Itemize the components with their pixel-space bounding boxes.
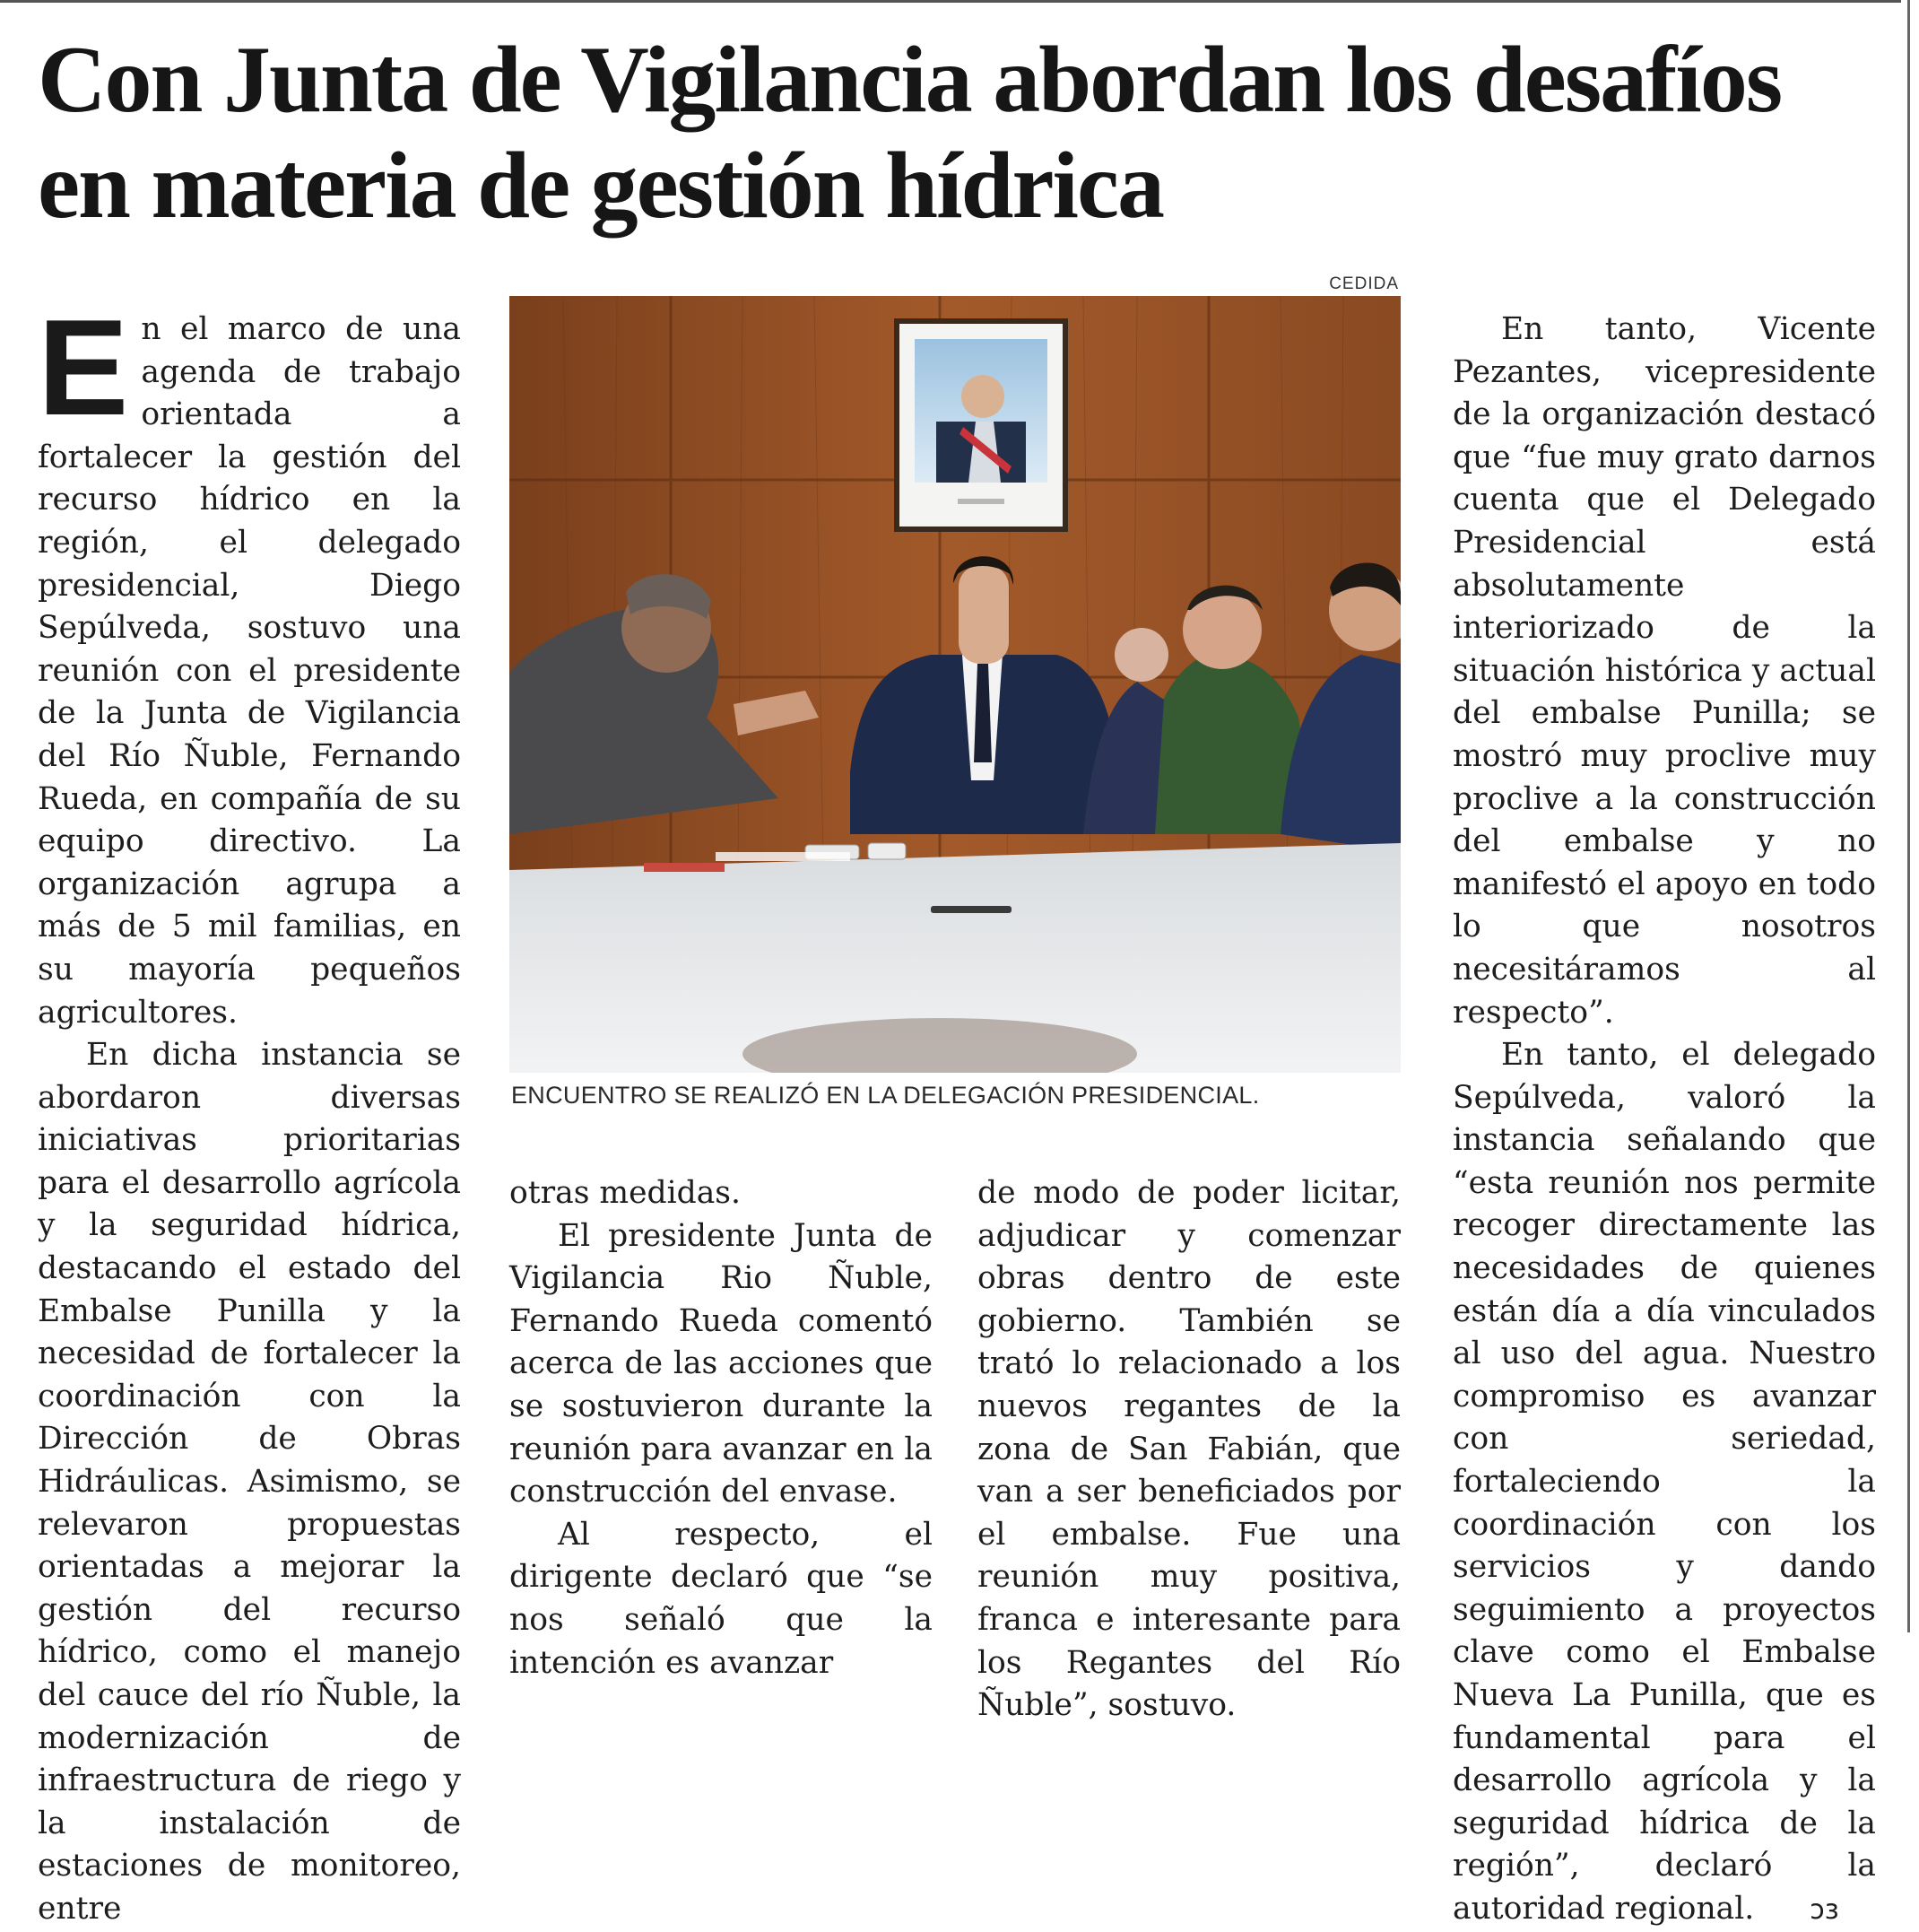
paragraph: de modo de poder licitar, adjudicar y comenzar obras dentro de este gobierno. También se trató lo relacionado a los nuevos regantes de la zona de San Fabián, que van a ser beneficiados por el embalse. Fue una reunión muy positiva, franca e interesante para los Regantes del Río Ñuble”, sostuvo. [977,1175,1401,1724]
article-column-1 [38,292,461,1931]
paragraph: El presidente Junta de Vigilancia Rio Ñuble, Fernando Rueda comentó acerca de las acciones que se sostuvieron durante la reunión para avanzar en la construcción del envase. [509,1217,933,1510]
right-column-rule [1907,0,1910,1632]
article-column-4 [1453,309,1876,1932]
top-rule [0,0,1901,3]
paragraph: En tanto, Vicente Pezantes, vicepresidente de la organización destacó que “fue muy grato darnos cuenta que el Delegado Presidencial está absolutamente interiorizado de la situación histórica y actual del embalse Punilla; se mostró muy proclive muy proclive a la construcción del embalse y no manifestó el apoyo en todo lo que nosotros necesitáramos al respecto”. [1453,311,1876,1031]
article-column-2 [509,1172,933,1684]
lead-paragraph: En el marco de una agenda de trabajo orientada a fortalecer la gestión del recurso hídrico en la región, el delegado presidencial, Diego Sepúlveda, sostuvo una reunión con el presidente de la Junta de Vigilancia del Río Ñuble, Fernando Rueda, en compañía de su equipo directivo. La organización agrupa a más de 5 mil familias, en su mayoría pequeños agricultores. [38,292,461,1031]
paragraph: otras medidas. [509,1175,741,1211]
photo-credit: CEDIDA [1329,274,1399,293]
headline: Con Junta de Vigilancia abordan los desafíos en materia de gestión hídrica [38,27,1782,238]
article-column-3 [977,1172,1401,1727]
photo-caption: ENCUENTRO SE REALIZÓ EN LA DELEGACIÓN PRESIDENCIAL. [511,1082,1260,1109]
paragraph: Al respecto, el dirigente declaró que “se nos señaló que la intención es avanzar [509,1516,933,1681]
paragraph: En tanto, el delegado Sepúlveda, valoró la instancia señalando que “esta reunión nos permite recoger directamente las necesidades de quienes están día a día vinculados al uso del agua. Nuestro compromiso es avanzar con seriedad, fortaleciendo la coordinación con los servicios y dando seguimiento a proyectos clave como el Embalse Nueva La Punilla, que es fundamental para el desarrollo agrícola y la seguridad hídrica de la región”, declaró la autoridad regional. ↄз [1453,1034,1876,1931]
paragraph: En dicha instancia se abordaron diversas iniciativas prioritarias para el desarrollo agrícola y la seguridad hídrica, destacando el estado del Embalse Punilla y la necesidad de fortalecer la coordinación con la Dirección de Obras Hidráulicas. Asimismo, se relevaron propuestas orientadas a mejorar la gestión del recurso hídrico, como el manejo del cauce del río Ñuble, la modernización de infraestructura de riego y la instalación de estaciones de monitoreo, entre [38,1037,461,1927]
drop-cap: E [38,292,129,444]
end-mark-icon: ↄз [1810,1893,1839,1926]
meeting-photo [509,296,1401,1073]
